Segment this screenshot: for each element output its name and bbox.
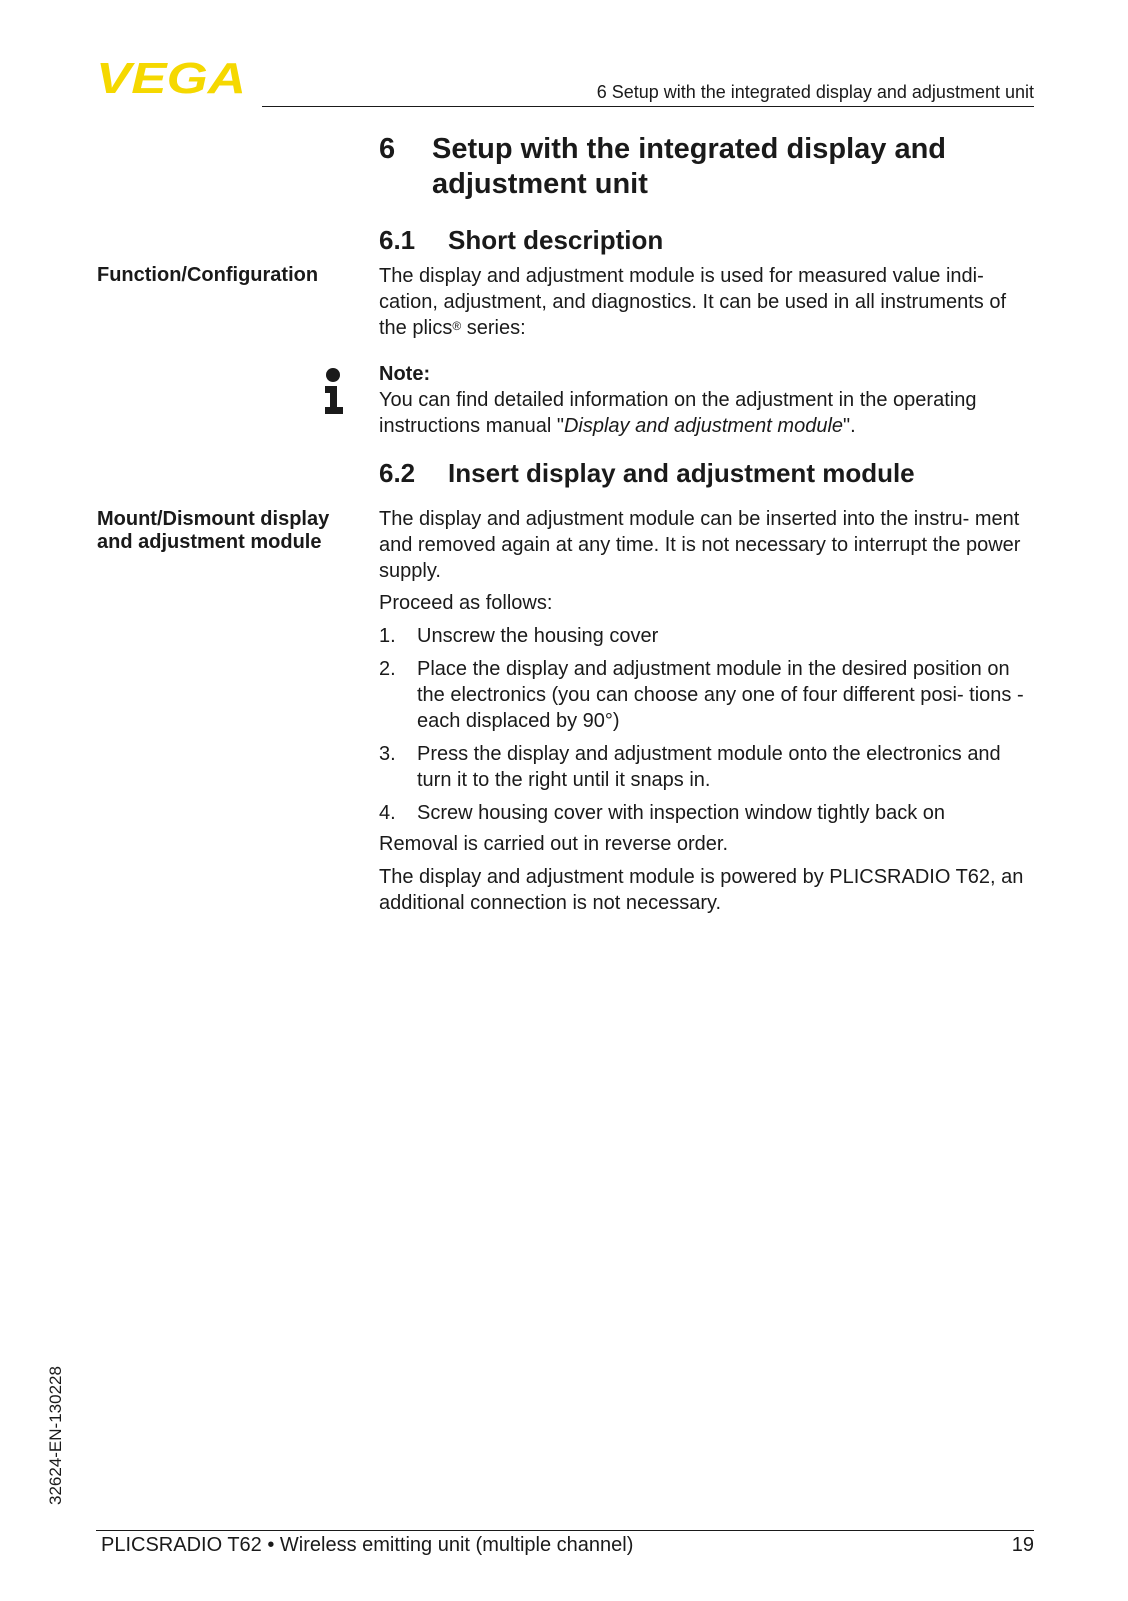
footer-rule <box>96 1530 1034 1531</box>
chapter-title: Setup with the integrated display and adjustment unit <box>432 133 946 200</box>
note-manual-title: Display and adjustment module <box>563 415 844 437</box>
page-number: 19 <box>1011 1534 1034 1556</box>
list-text: Press the display and adjustment module onto the electronics and turn it to the right until it snaps in. <box>417 743 1001 791</box>
section-heading-6-1 <box>379 225 1029 257</box>
section-title: Short description <box>448 225 664 255</box>
side-label-function: Function/Configuration <box>97 264 319 286</box>
list-text: Place the display and adjustment module in the desired position on the electronics (you can choose any one of four different posi- tions - each displaced by 90°) <box>417 658 1024 732</box>
footer-product: PLICSRADIO T62 • Wireless emitting unit (multiple channel) <box>101 1534 634 1556</box>
powered-text: The display and adjustment module is powered by PLICSRADIO T62, an additional connection is not necessary. <box>379 866 1024 914</box>
section-heading-6-2 <box>379 458 1029 490</box>
list-text: Unscrew the housing cover <box>417 625 659 647</box>
intro-text-end: series: <box>461 317 526 339</box>
removal-text: Removal is carried out in reverse order. <box>379 833 729 855</box>
list-number: 2. <box>379 658 396 680</box>
list-item <box>379 623 1039 649</box>
note-title: Note: <box>379 363 431 385</box>
chapter-number: 6 <box>379 133 396 165</box>
list-number: 3. <box>379 743 396 765</box>
section-number: 6.1 <box>379 225 416 255</box>
section-title: Insert display and adjustment module <box>448 458 915 488</box>
note-text-start: You can find detailed information on the adjustment in the operating instructions manual " <box>379 389 977 437</box>
insert-intro-text: The display and adjustment module can be inserted into the instru- ment and removed again at any time. It is not necessary to interrupt the power supply. <box>379 508 1021 582</box>
header-rule <box>262 106 1034 107</box>
proceed-text: Proceed as follows: <box>379 592 553 614</box>
list-number: 4. <box>379 802 396 824</box>
section-number: 6.2 <box>379 458 416 488</box>
registered-mark: ® <box>452 319 462 333</box>
steps-list <box>379 623 1039 833</box>
list-number: 1. <box>379 625 396 647</box>
list-item <box>379 741 1039 793</box>
note-text-end: ". <box>843 415 856 437</box>
running-head: 6 Setup with the integrated display and adjustment unit <box>596 82 1034 102</box>
document-code: 32624-EN-130228 <box>46 1366 65 1505</box>
info-icon <box>322 367 346 415</box>
intro-text: The display and adjustment module is used for measured value indi- cation, adjustment, and diagnostics. It can be used in all instruments of the plics <box>379 265 1007 339</box>
list-item <box>379 800 1039 826</box>
side-label-mount: Mount/Dismount display and adjustment module <box>97 508 330 553</box>
note-text <box>379 387 1039 439</box>
list-text: Screw housing cover with inspection window tightly back on <box>417 802 946 824</box>
list-item <box>379 656 1039 734</box>
logo-text: VEGA <box>96 58 246 98</box>
vega-logo <box>96 58 248 98</box>
short-description-text <box>379 263 1039 341</box>
